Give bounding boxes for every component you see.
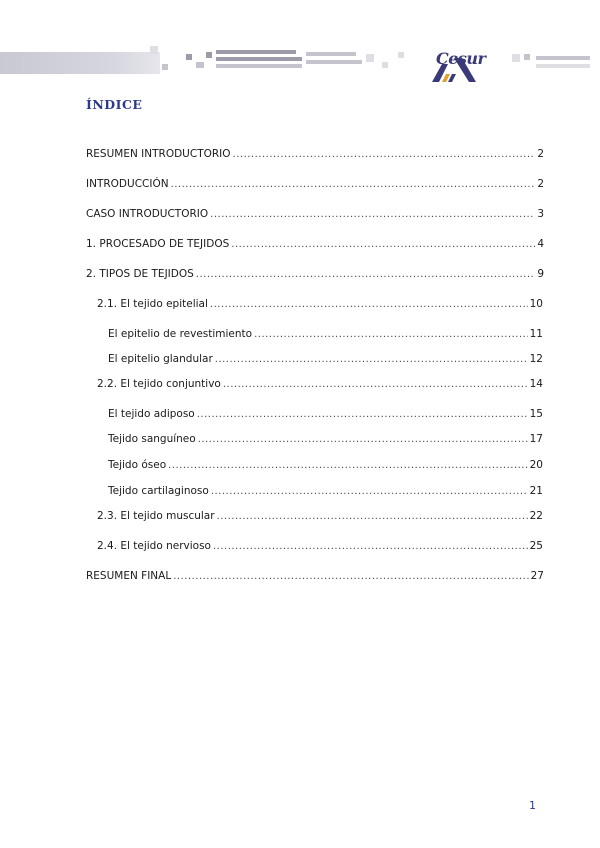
toc-entry[interactable] [108,458,543,472]
toc-leader [217,510,528,524]
toc-entry[interactable] [86,569,544,583]
toc-entry-label: El epitelio glandular [108,353,213,365]
toc-entry[interactable] [108,407,543,421]
toc-leader [197,408,528,422]
toc-entry[interactable] [86,267,544,281]
toc-entry[interactable] [97,377,543,391]
decor-square [206,52,212,58]
toc-entry-page: 17 [529,433,543,445]
decor-square [512,54,520,62]
toc-entry-label: Tejido sanguíneo [108,433,196,445]
toc-entry[interactable] [86,237,544,251]
toc-entry-label: El tejido adiposo [108,408,195,420]
decor-stripe [306,52,356,56]
toc-entry-page: 20 [529,459,543,471]
toc-entry-page: 11 [529,328,543,340]
toc-leader [173,570,528,584]
toc-entry[interactable] [86,207,544,221]
toc-entry-page: 9 [537,268,544,280]
header-stripe [0,52,160,74]
page-number: 1 [529,799,536,812]
toc-entry-page: 15 [529,408,543,420]
toc-entry-page: 10 [529,298,543,310]
toc-leader [215,353,528,367]
decor-stripe [216,57,302,61]
decor-stripe [216,50,296,54]
toc-entry-page: 3 [537,208,544,220]
toc-entry-page: 25 [529,540,543,552]
decor-square [162,64,168,70]
toc-entry-page: 2 [537,148,544,160]
toc-entry[interactable] [86,147,544,161]
toc-entry[interactable] [86,177,544,191]
toc-leader [168,459,527,473]
toc-leader [210,208,535,222]
decor-stripe [536,64,590,68]
toc-entry[interactable] [97,539,543,553]
decor-square [366,54,374,62]
toc-entry-label: Tejido cartilaginoso [108,485,209,497]
toc-entry-label: 2.2. El tejido conjuntivo [97,378,221,390]
toc-leader [213,540,528,554]
toc-entry-page: 21 [529,485,543,497]
toc-leader [171,178,536,192]
toc-entry-label: 2. TIPOS DE TEJIDOS [86,268,194,280]
toc-entry-label: El epitelio de revestimiento [108,328,253,340]
toc-entry-page: 27 [530,570,544,582]
toc-entry[interactable] [108,327,543,341]
toc-entry-label: 2.1. El tejido epitelial [97,298,208,310]
decor-square [398,52,404,58]
toc-entry-label: 1. PROCESADO DE TEJIDOS [86,238,230,250]
toc-leader [254,328,528,342]
toc-leader [198,433,528,447]
toc-entry[interactable] [108,484,543,498]
decor-square [196,62,204,68]
toc-leader [223,378,528,392]
toc-entry-label: RESUMEN INTRODUCTORIO [86,148,231,160]
toc-leader [211,485,528,499]
decor-stripe [536,56,590,60]
toc-entry-label: Tejido óseo [108,459,167,471]
toc-entry-label: RESUMEN FINAL [86,570,172,582]
toc-entry-page: 2 [537,178,544,190]
toc-entry[interactable] [108,352,543,366]
toc-entry[interactable] [97,509,543,523]
toc-leader [196,268,536,282]
toc-entry-label: 2.3. El tejido muscular [97,510,215,522]
decor-square [382,62,388,68]
decor-square [186,54,192,60]
toc-leader [233,148,536,162]
header-band [0,40,600,84]
toc-entry-label: 2.4. El tejido nervioso [97,540,211,552]
decor-stripe [216,64,302,68]
logo-text: Cesur [436,49,486,68]
page-title: ÍNDICE [86,97,143,112]
decor-stripe [306,60,362,64]
toc-leader [210,298,528,312]
toc-entry[interactable] [97,297,543,311]
toc-entry-page: 4 [537,238,544,250]
toc-entry-page: 14 [529,378,543,390]
toc-entry-page: 12 [529,353,543,365]
toc-entry[interactable] [108,432,543,446]
toc-entry-label: INTRODUCCIÓN [86,178,169,190]
toc-entry-page: 22 [529,510,543,522]
decor-square [524,54,530,60]
toc-leader [231,238,535,252]
decor-square [150,46,158,54]
toc-entry-label: CASO INTRODUCTORIO [86,208,209,220]
